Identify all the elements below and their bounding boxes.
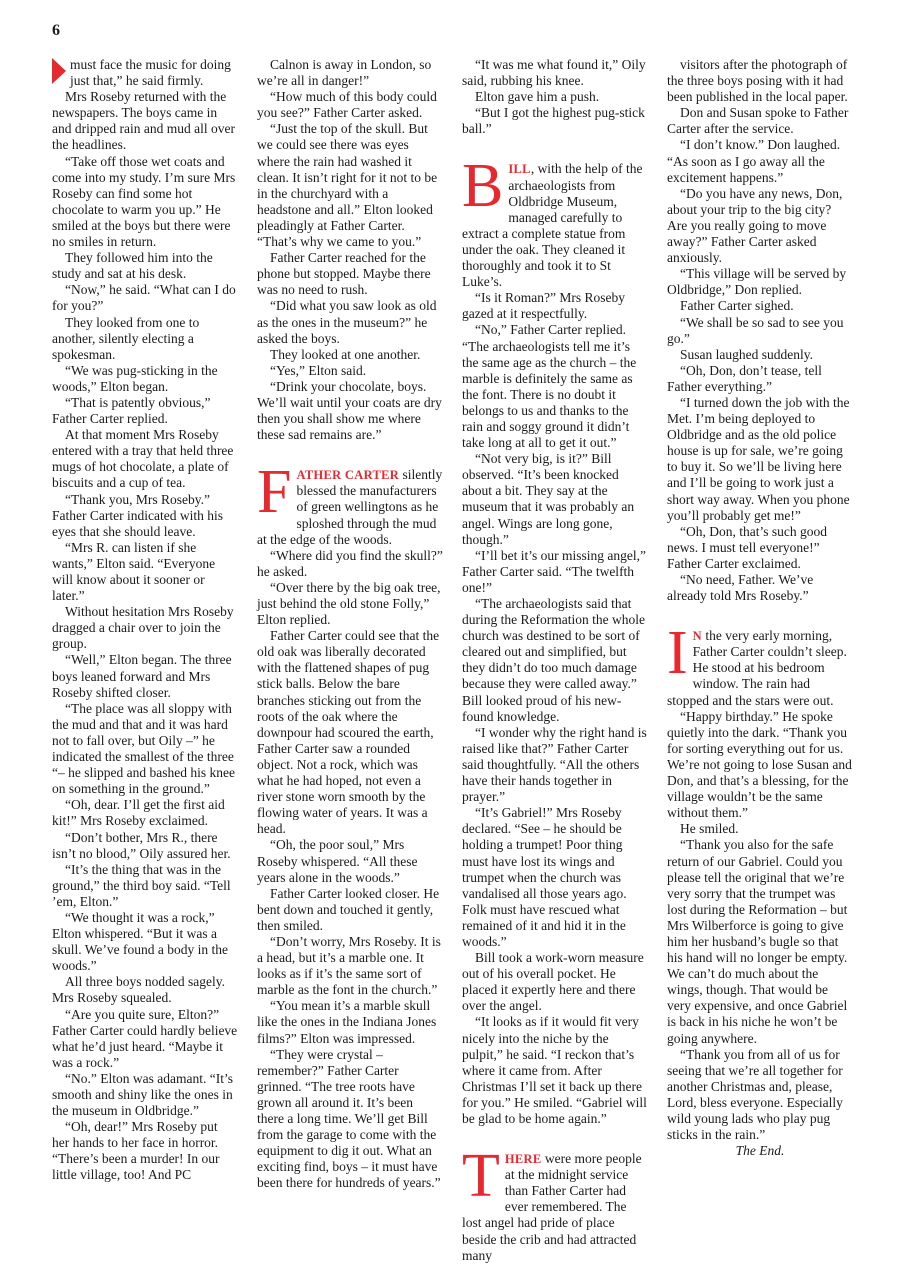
lead-in: N <box>692 629 702 644</box>
paragraph: Don and Susan spoke to Father Carter after the service. <box>667 105 849 137</box>
paragraph: “Mrs R. can listen if she wants,” Elton said. “Everyone will know about it sooner or later.” <box>52 539 216 604</box>
paragraph: Father Carter sighed. <box>680 298 794 314</box>
paragraph: “Yes,” Elton said. <box>270 362 367 378</box>
paragraph: “It’s the thing that was in the ground,” the third boy said. “Tell ’em, Elton.” <box>52 861 231 909</box>
end-marker: The End. <box>735 1143 785 1159</box>
paragraph: Calnon is away in London, so we’re all in danger!” <box>257 57 432 89</box>
drop-cap: F <box>257 458 292 527</box>
paragraph: “This village will be served by Oldbridge,” Don replied. <box>667 266 847 298</box>
paragraph: “Thank you also for the safe return of our Gabriel. Could you please tell the original that we’re very sorry that the trumpet was lost during the Reformation – but Mrs Wilberforce is going to give him her husband’s bugle so that his hand will no longer be empty. We can’t do much about the wings, though. That would be very expensive, and once Gabriel is back in his niche he won’t be going anywhere. <box>667 837 848 1046</box>
paragraph: “We was pug-sticking in the woods,” Elton began. <box>52 362 218 394</box>
paragraph: Susan laughed suddenly. <box>680 346 813 362</box>
paragraph: “Well,” Elton began. The three boys leaned forward and Mrs Roseby shifted closer. <box>52 652 232 700</box>
paragraph: BILL, with the help of the archaeologists from Oldbridge Museum, managed carefully to extract a complete statue from under the oak. They cleaned it thoroughly and took it to St Luke’s. <box>462 152 643 290</box>
paragraph: “Thank you, Mrs Roseby.” Father Carter indicated with his eyes that she should leave. <box>52 491 223 539</box>
paragraph: “I don’t know.” Don laughed. “As soon as I go away all the excitement happens.” <box>667 137 841 185</box>
paragraph: “That is patently obvious,” Father Carter replied. <box>52 394 211 427</box>
paragraph: Mrs Roseby returned with the newspapers. The boys came in and dripped rain and mud all over the headlines. <box>52 89 235 153</box>
paragraph: “They were crystal – remember?” Father Carter grinned. “The tree roots have grown all around it. It’s been there a long time. We’ll get Bill from the garage to come with the equipment to dig it out. What an exciting find, boys – it must have been there for hundreds of years.” <box>257 1046 441 1191</box>
paragraph: Elton gave him a push. <box>475 89 600 105</box>
paragraph: “Take off those wet coats and come into my study. I’m sure Mrs Roseby can find some hot chocolate to warm you up.” He smiled at the boys but there were no smiles in return. <box>52 153 236 250</box>
paragraph: “Oh, the poor soul,” Mrs Roseby whispered. “All these years alone in the woods.” <box>257 837 418 885</box>
paragraph: “Now,” he said. “What can I do for you?” <box>52 282 236 314</box>
paragraph: “Oh, dear. I’ll get the first aid kit!” Mrs Roseby exclaimed. <box>52 797 225 829</box>
paragraph: “Drink your chocolate, boys. We’ll wait until your coats are dry then you shall show me where these sad remains are.” <box>257 378 442 443</box>
paragraph: “Not very big, is it?” Bill observed. “It’s been knocked about a bit. They say at the museum that it was probably an angel. Wings are long gone, though.” <box>462 451 635 547</box>
story-section <box>462 152 648 1127</box>
paragraph: “But I got the highest pug-stick ball.” <box>462 105 645 137</box>
paragraph: “Do you have any news, Don, about your trip to the big city? Are you really going to move away?” Father Carter asked anxiously. <box>667 185 843 266</box>
paragraph: “No.” Elton was adamant. “It’s smooth and shiny like the ones in the museum in Oldbridge.” <box>52 1070 233 1119</box>
paragraph: THERE were more people at the midnight service than Father Carter had ever remembered. The lost angel had pride of place beside the crib and had attracted many <box>462 1142 642 1263</box>
paragraph: “I’ll bet it’s our missing angel,” Father Carter said. “The twelfth one!” <box>462 547 646 595</box>
paragraph: “I wonder why the right hand is raised like that?” Father Carter said thoughtfully. “All the others have their hands together in prayer.” <box>462 724 647 805</box>
paragraph: “It looks as if it would fit very nicely into the niche by the pulpit,” he said. “I reckon that’s where it came from. After Christmas I’ll set it back up there for you.” He smiled. “Gabriel will be glad to be home again.” <box>462 1014 647 1126</box>
paragraph: “The archaeologists said that during the Reformation the whole church was destined to be sort of cleared out and simplified, but they didn’t do too much damage because they were called away.” Bill looked proud of his new-found knowledge. <box>462 596 645 724</box>
column-1 <box>52 57 238 1184</box>
paragraph: Bill took a work-worn measure out of his overall pocket. He placed it expertly here and there over the angel. <box>462 950 644 1014</box>
paragraph: FATHER CARTER silently blessed the manufacturers of green wellingtons as he sploshed through the mud at the edge of the woods. <box>257 458 443 547</box>
paragraph: “Just the top of the skull. But we could see there was eyes where the rain had washed it clean. It isn’t right for it not to be in the churchyard with a headstone and all.” Elton looked pleadingly at Father Carter. “That’s why we came to you.” <box>257 121 438 250</box>
paragraph: “It’s Gabriel!” Mrs Roseby declared. “See – he should be holding a trumpet! Poor thing must have lost its wings and trumpet when the church was vandalised all those years ago. Folk must have rescued what remained of it and hid it in the woods.” <box>462 805 627 949</box>
paragraph: I N the very early morning, Father Carter couldn’t sleep. He stood at his bedroom window. The rain had stopped and the stars were out. <box>667 619 847 708</box>
paragraph: “You mean it’s a marble skull like the ones in the Indiana Jones films?” Elton was impressed. <box>257 998 437 1046</box>
paragraph: “Don’t bother, Mrs R., there isn’t no blood,” Oily assured her. <box>52 829 231 861</box>
paragraph: “Don’t worry, Mrs Roseby. It is a head, but it’s a marble one. It looks as if it’s the same sort of marble as the font in the church.” <box>257 933 441 998</box>
lead-in: HERE <box>504 1152 542 1167</box>
paragraph: “Thank you from all of us for seeing that we’re all together for another Christmas and, please, Lord, bless everyone. Especially wild young lads who play pug sticks in the rain.” <box>667 1046 843 1143</box>
paragraph: “We thought it was a rock,” Elton whispered. “But it was a skull. We’ve found a body in the woods.” <box>52 909 229 974</box>
paragraph: “Is it Roman?” Mrs Roseby gazed at it respectfully. <box>462 290 625 322</box>
drop-cap: I <box>667 619 688 688</box>
paragraph: “The place was all sloppy with the mud and that and it was hard not to fall over, but Oily –” he indicated the smallest of the three “– he slipped and bashed his knee on something in the ground.” <box>52 700 235 797</box>
drop-cap: B <box>462 152 504 221</box>
paragraph: “No need, Father. We’ve already told Mrs Roseby.” <box>667 572 814 604</box>
paragraph: They looked at one another. <box>270 346 421 362</box>
paragraph: He smiled. <box>680 821 739 837</box>
paragraph: “How much of this body could you see?” Father Carter asked. <box>257 89 437 121</box>
lead-in: ILL <box>508 162 531 177</box>
paragraph: “Over there by the big oak tree, just behind the old stone Folly,” Elton replied. <box>257 579 441 628</box>
paragraph: “Happy birthday.” He spoke quietly into the dark. “Thank you for sorting everything out for us. We’re not going to lose Susan and Don, and that’s a blessing, for the village wouldn’t be the same without them.” <box>667 708 852 821</box>
story-section <box>462 1142 648 1264</box>
paragraph: Father Carter could see that the old oak was liberally decorated with the flattened shapes of pug stick balls. Below the bare branches sticking out from the roots of the oak where the downpour had scoured the earth, Father Carter saw a rounded object. Not a rock, which was what he had hoped, not even a river stone worn smooth by the flowing water of years. It was a head. <box>257 628 440 837</box>
paragraph: “We shall be so sad to see you go.” <box>667 314 844 346</box>
story-section <box>667 619 853 1143</box>
paragraph: must face the music for doing just that,” he said firmly. <box>52 57 238 89</box>
paragraph: “I turned down the job with the Met. I’m being deployed to Oldbridge and as the old police house is up for sale, we’re going to buy it. So we’ll be living here and I’ll be going to work just a short way away. When you phone you’ll probably get me!” <box>667 394 850 523</box>
paragraph: At that moment Mrs Roseby entered with a tray that held three mugs of hot chocolate, a plate of biscuits and a cup of tea. <box>52 427 234 491</box>
column-3 <box>462 57 648 1264</box>
paragraph: They looked from one to another, silently electing a spokesman. <box>52 314 200 362</box>
paragraph: “Oh, Don, that’s such good news. I must tell everyone!” Father Carter exclaimed. <box>667 523 827 571</box>
paragraph: They followed him into the study and sat at his desk. <box>52 250 213 282</box>
drop-cap: T <box>462 1142 500 1211</box>
paragraph: “Oh, dear!” Mrs Roseby put her hands to her face in horror. “There’s been a murder! In our little village, too! And PC <box>52 1119 220 1183</box>
column-4 <box>667 57 853 1159</box>
paragraph: Without hesitation Mrs Roseby dragged a chair over to join the group. <box>52 604 234 652</box>
paragraph: “Are you quite sure, Elton?” Father Carter could hardly believe what he’d just heard. “Maybe it was a rock.” <box>52 1006 238 1070</box>
paragraph: visitors after the photograph of the three boys posing with it had been published in the local paper. <box>667 57 848 105</box>
column-2 <box>257 57 443 1191</box>
paragraph: “It was me what found it,” Oily said, rubbing his knee. <box>462 57 646 89</box>
paragraph: All three boys nodded sagely. Mrs Roseby squealed. <box>52 974 225 1006</box>
paragraph: “Did what you saw look as old as the ones in the museum?” he asked the boys. <box>257 298 437 346</box>
paragraph: “Oh, Don, don’t tease, tell Father everything.” <box>667 362 822 394</box>
page-number: 6 <box>52 22 60 39</box>
paragraph: Father Carter looked closer. He bent down and touched it gently, then smiled. <box>257 885 440 933</box>
story-section <box>257 458 443 1191</box>
continuation-arrow-icon <box>52 58 66 84</box>
paragraph: “Where did you find the skull?” he asked. <box>257 547 443 579</box>
paragraph: “No,” Father Carter replied. “The archaeologists tell me it’s the same age as the church – the marble is definitely the same as the font. There is no doubt it belongs to us and thanks to the rain and soggy ground it didn’t take long at all to get it out.” <box>462 322 637 451</box>
lead-in: ATHER CARTER <box>296 468 400 483</box>
paragraph: Father Carter reached for the phone but stopped. Maybe there was no need to rush. <box>257 250 431 298</box>
